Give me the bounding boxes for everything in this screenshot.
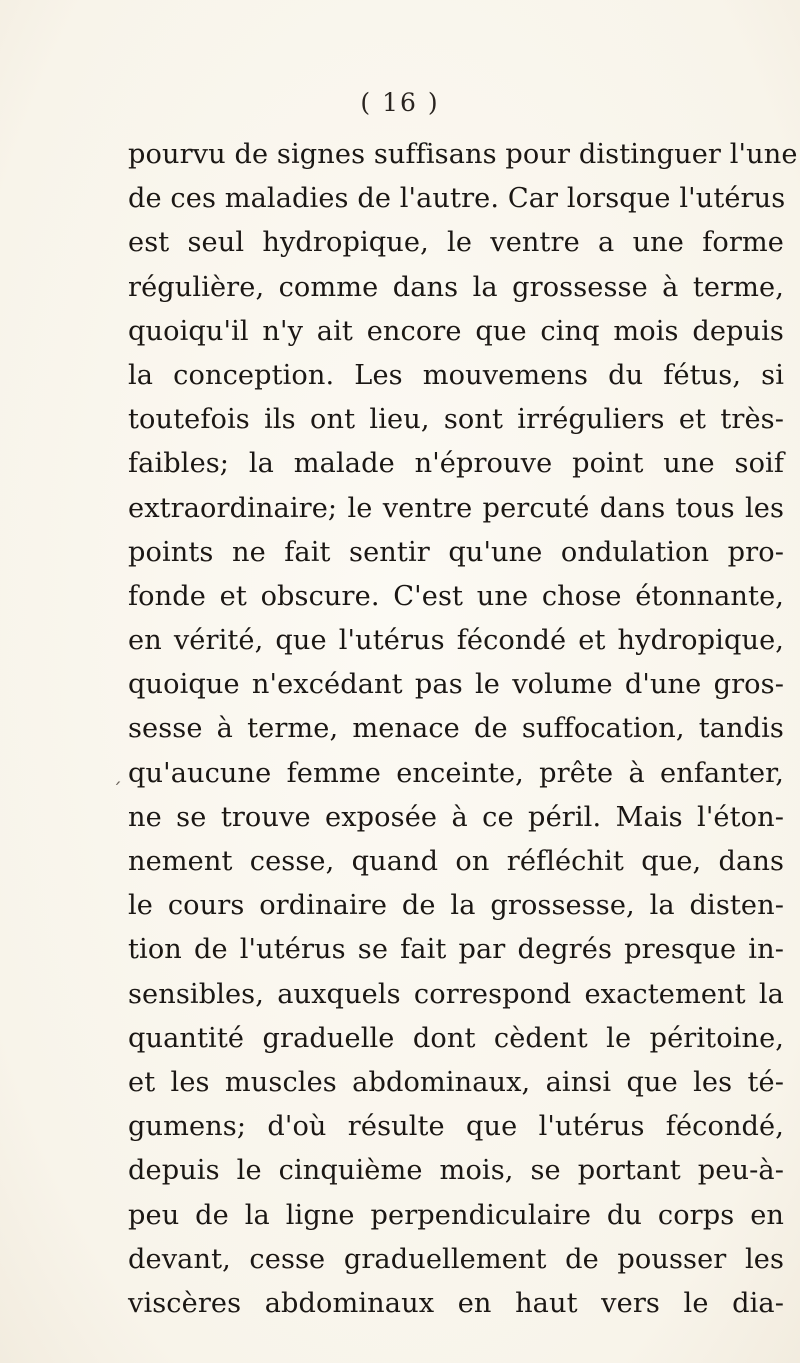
text-line: viscères abdominaux en haut vers le dia- — [128, 1287, 784, 1319]
margin-mark: ˊ — [112, 778, 122, 802]
body-text — [128, 133, 798, 1326]
text-line: points ne fait sentir qu'une ondulation pro- — [128, 536, 784, 568]
text-line: devant, cesse graduellement de pousser les — [128, 1243, 784, 1275]
page-number: ( 16 ) — [360, 88, 440, 117]
text-line: le cours ordinaire de la grossesse, la disten- — [128, 890, 784, 922]
text-line: régulière, comme dans la grossesse à terme, — [128, 271, 784, 303]
text-line: nement cesse, quand on réfléchit que, dans — [128, 846, 784, 877]
text-line: quoique n'excédant pas le volume d'une gros- — [128, 669, 784, 701]
text-line: pourvu de signes suffisans pour distinguer l'une — [128, 139, 798, 170]
text-line: depuis le cinquième mois, se portant peu-à- — [128, 1155, 784, 1187]
text-line: la conception. Les mouvemens du fétus, si — [128, 359, 784, 391]
text-line: quoiqu'il n'y ait encore que cinq mois depuis — [128, 315, 784, 347]
text-line: extraordinaire; le ventre percuté dans tous les — [128, 492, 784, 524]
text-line: peu de la ligne perpendiculaire du corps en — [128, 1199, 784, 1231]
text-line: fonde et obscure. C'est une chose étonnante, — [128, 580, 784, 612]
text-line: et les muscles abdominaux, ainsi que les té- — [128, 1066, 784, 1098]
text-line: ne se trouve exposée à ce péril. Mais l'éton- — [128, 801, 784, 833]
text-line: faibles; la malade n'éprouve point une soif — [128, 448, 784, 480]
text-line: de ces maladies de l'autre. Car lorsque l'utérus — [128, 183, 786, 215]
text-line: tion de l'utérus se fait par degrés presque in- — [128, 934, 784, 966]
text-line: qu'aucune femme enceinte, prête à enfanter, — [128, 757, 784, 789]
text-line: quantité graduelle dont cèdent le péritoine, — [128, 1022, 784, 1054]
text-line: sesse à terme, menace de suffocation, tandis — [128, 713, 784, 745]
text-line: gumens; d'où résulte que l'utérus fécondé, — [128, 1111, 784, 1143]
text-line: en vérité, que l'utérus fécondé et hydropique, — [128, 625, 784, 657]
text-line: sensibles, auxquels correspond exactement la — [128, 978, 784, 1010]
text-line: toutefois ils ont lieu, sont irréguliers et très- — [128, 404, 784, 436]
text-line: est seul hydropique, le ventre a une forme — [128, 227, 784, 259]
